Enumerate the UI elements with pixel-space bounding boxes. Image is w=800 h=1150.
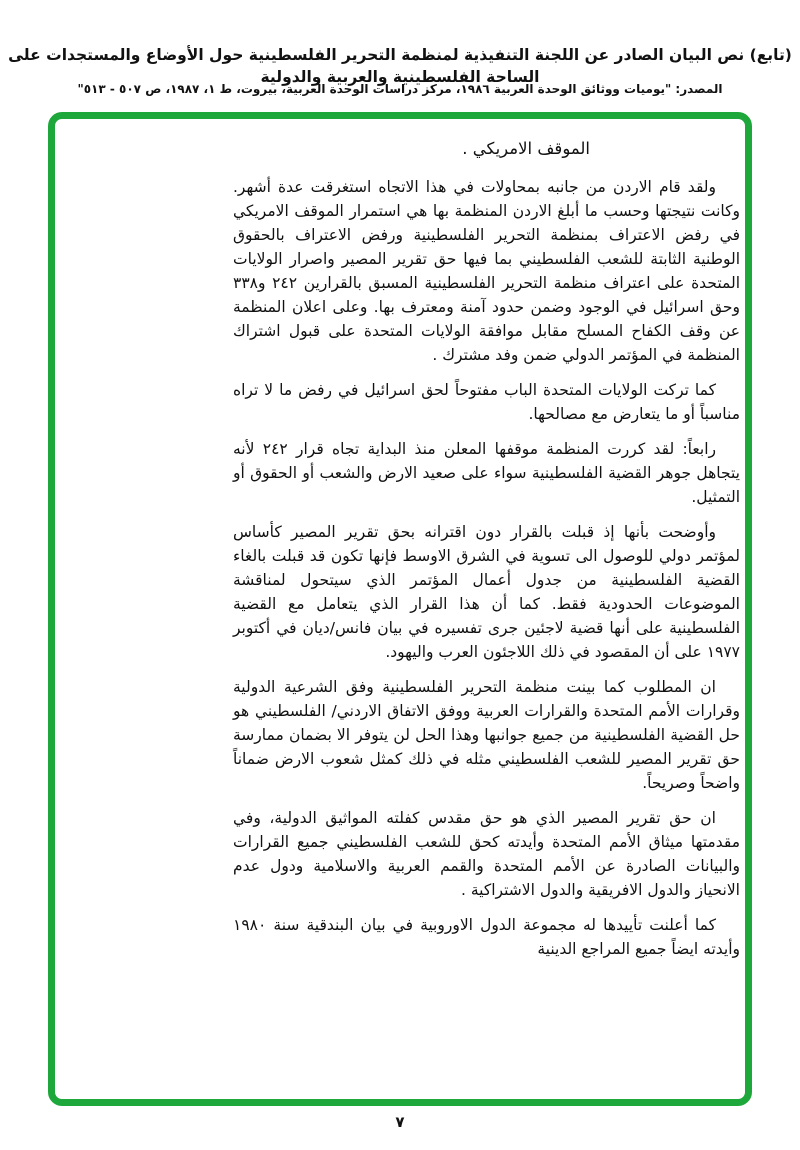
body-paragraph: كما تركت الولايات المتحدة الباب مفتوحاً لحق اسرائيل في رفض ما لا تراه مناسباً أو ما يتعارض مع مصالحها. bbox=[233, 381, 740, 423]
body-paragraph: ان حق تقرير المصير الذي هو حق مقدس كفلته المواثيق الدولية، وفي مقدمتها ميثاق الأمم المتحدة وأيدته كحق للشعب الفلسطيني جميع القرارات والبيانات الصادرة عن الأمم المتحدة والقمم العربية والاسلامية ودول عدم الانحياز والدول الافريقية والدول الاشتراكية . bbox=[233, 809, 740, 899]
text-column bbox=[233, 133, 740, 972]
body-paragraph: ولقد قام الاردن من جانبه بمحاولات في هذا الاتجاه استغرقت عدة أشهر. وكانت نتيجتها وحسب ما أبلغ الاردن المنظمة بها هي استمرار الموقف الامريكي في رفض الاعتراف بمنظمة التحرير الفلسطينية ورفض الاعتراف بالحقوق الوطنية الثابتة للشعب الفلسطيني بما فيها حق تقرير المصير واصرار الولايات المتحدة على اعتراف منظمة التحرير الفلسطينية المسبق بالقرارين ٢٤٢ و٣٣٨ وحق اسرائيل في الوجود وضمن حدود آمنة ومعترف بها. وعلى اعلان المنظمة عن وقف الكفاح المسلح مقابل موافقة الولايات المتحدة على قبول اشتراك المنظمة في المؤتمر الدولي ضمن وفد مشترك . bbox=[233, 178, 740, 364]
body-paragraph: رابعاً: لقد كررت المنظمة موقفها المعلن منذ البداية تجاه قرار ٢٤٢ لأنه يتجاهل جوهر القضية الفلسطينية سواء على صعيد الارض والشعب أو الحقوق أو التمثيل. bbox=[233, 440, 740, 506]
body-paragraph: وأوضحت بأنها إذ قبلت بالقرار دون اقترانه بحق تقرير المصير كأساس لمؤتمر دولي للوصول الى تسوية في الشرق الاوسط فإنها تكون قد قبلت بالغاء القضية الفلسطينية من جدول أعمال المؤتمر الذي سيتحول لمناقشة الموضوعات الحدودية فقط. كما أن هذا القرار الذي يتعامل مع القضية الفلسطينية على أنها قضية لاجئين جرى تفسيره في بيان فانس/ديان في أكتوبر ١٩٧٧ على أن المقصود في ذلك اللاجئون العرب واليهود. bbox=[233, 523, 740, 661]
document-title: (تابع) نص البيان الصادر عن اللجنة التنفيذية لمنظمة التحرير الفلسطينية حول الأوضاع والمستجدات على الساحة الفلسطينية والعربية والدولية bbox=[8, 46, 792, 86]
body-paragraph: ان المطلوب كما بينت منظمة التحرير الفلسطينية وفق الشرعية الدولية وقرارات الأمم المتحدة والقرارات العربية ووفق الاتفاق الاردني/ الفلسطيني هو حل القضية الفلسطينية من جميع جوانبها وهذا الحل لن يتوفر الا بضمان ممارسة حق تقرير المصير للشعب الفلسطيني مثله في ذلك كمثل شعوب الارض ضماناً واضحاً وصريحاً. bbox=[233, 678, 740, 792]
body-paragraph: كما أعلنت تأييدها له مجموعة الدول الاوروبية في بيان البندقية سنة ١٩٨٠ وأيدته ايضاً جميع المراجع الدينية bbox=[233, 916, 740, 958]
section-heading: الموقف الامريكي . bbox=[462, 139, 590, 158]
page-number: ٧ bbox=[395, 1113, 405, 1131]
source-citation: المصدر: "يوميات ووثائق الوحدة العربية ١٩٨٦، مركز دراسات الوحدة العربية، بيروت، ط ١، ١٩٨٧، ص ٥٠٧ - ٥١٣" bbox=[77, 82, 723, 96]
highlight-box bbox=[48, 112, 752, 1106]
